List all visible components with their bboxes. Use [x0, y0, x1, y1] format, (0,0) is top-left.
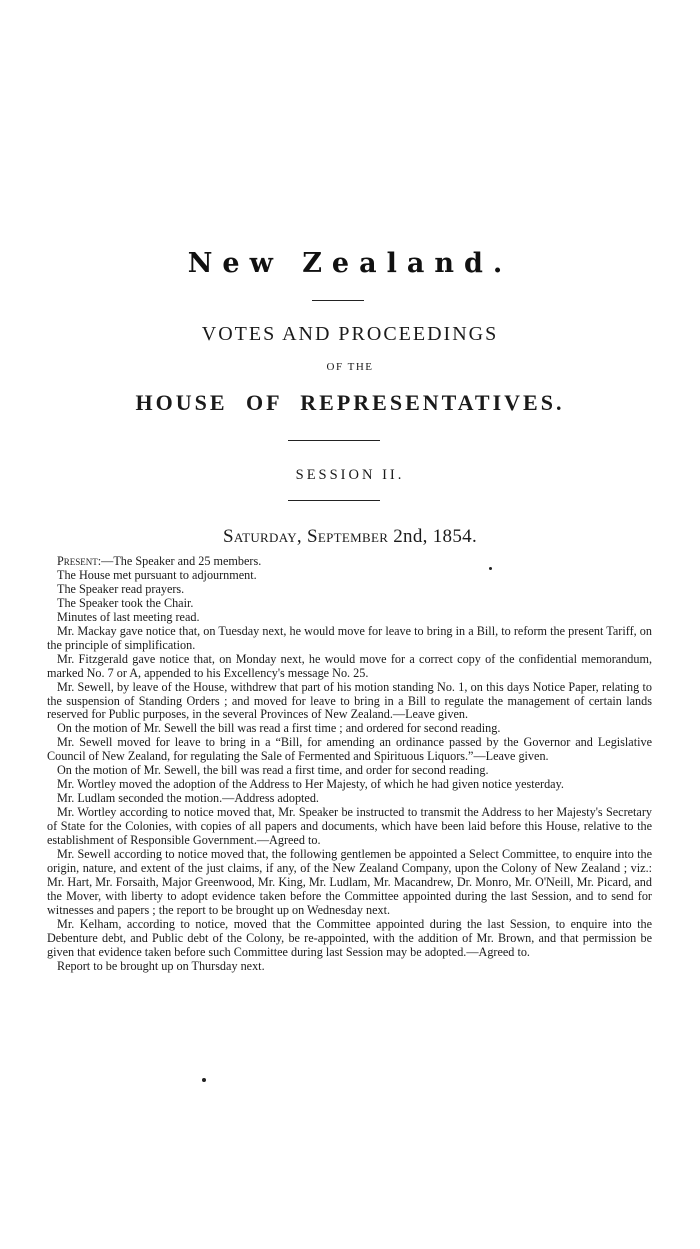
paragraph: The Speaker read prayers. — [57, 581, 185, 596]
paragraph: Mr. Kelham, according to notice, moved that the Committee appointed during the last Session, to enquire into the Debenture debt, and Public debt of the Colony, be re-appointed, with the addition of Mr. Brown, and that permission be given that evidence taken before such Committee during last Session may be adopted.—Agreed to. — [47, 916, 652, 959]
paragraph: Minutes of last meeting read. — [57, 609, 200, 624]
session-rule — [288, 500, 380, 501]
title-house-of-representatives: HOUSE OF REPRESENTATIVES. — [135, 390, 565, 415]
title-of-the: OF THE — [326, 361, 374, 373]
dateline-year: 1854. — [432, 526, 477, 547]
paragraph: Mr. Sewell moved for leave to bring in a “Bill, for amending an ordinance passed by the Governor and Legislative Council of New Zealand, for regulating the Sale of Fermented and Spirituous Liquors.”—Leave given. — [47, 735, 652, 764]
paragraph: Report to be brought up on Thursday next. — [57, 958, 265, 973]
dateline-month: September — [307, 526, 389, 547]
present-text: :—The Speaker and 25 members. — [97, 554, 262, 568]
paragraph: Mr. Ludlam seconded the motion.—Address adopted. — [57, 791, 319, 806]
session-heading: SESSION II. — [295, 467, 405, 483]
paragraph: Mr. Wortley according to notice moved that, Mr. Speaker be instructed to transmit the Address to her Majesty's Secretary of State for the Colonies, with copies of all papers and documents, which have been laid before this House, relative to the establishment of Responsible Government.—Agreed to. — [47, 805, 652, 848]
title-rule — [288, 440, 380, 441]
present-line — [47, 555, 652, 569]
paragraph: Mr. Mackay gave notice that, on Tuesday next, he would move for leave to bring in a Bill, to reform the present Tariff, on the principle of simplification. — [47, 623, 652, 652]
dateline — [0, 526, 700, 548]
paragraph: On the motion of Mr. Sewell, the bill was read a first time, and order for second reading. — [57, 763, 489, 778]
paragraph: Mr. Fitzgerald gave notice that, on Monday next, he would move for a correct copy of the confidential memorandum, marked No. 7 or A, appended to his Excellency's message No. 25. — [47, 651, 652, 680]
masthead-rule — [312, 300, 364, 301]
print-speck — [202, 1078, 206, 1082]
proceedings-body — [47, 555, 652, 974]
present-label: Present — [57, 554, 98, 568]
print-speck — [489, 567, 492, 570]
paragraph: The House met pursuant to adjournment. — [57, 567, 257, 582]
paragraph: On the motion of Mr. Sewell the bill was read a first time ; and ordered for second reading. — [57, 721, 501, 736]
masthead-title: New Zealand. — [187, 248, 513, 279]
paragraph: Mr. Wortley moved the adoption of the Address to Her Majesty, of which he had given notice yesterday. — [57, 777, 564, 792]
title-votes-and-proceedings: VOTES AND PROCEEDINGS — [201, 323, 499, 345]
paragraph: Mr. Sewell according to notice moved that, the following gentlemen be appointed a Select Committee, to enquire into the origin, nature, and extent of the just claims, if any, of the New Zealand Company, upon the Colony of New Zealand ; viz.: Mr. Hart, Mr. Forsaith, Major Greenwood, Mr. King, Mr. Ludlam, Mr. Macandrew, Dr. Monro, Mr. O'Neill, Mr. Picard, and the Mover, with liberty to adopt evidence taken before the Committee appointed during the last Session, and to send for witnesses and papers ; the report to be brought up on Wednesday next. — [47, 847, 652, 917]
paragraph: The Speaker took the Chair. — [57, 595, 194, 610]
dateline-day: 2nd, — [393, 526, 428, 547]
paragraph: Mr. Sewell, by leave of the House, withdrew that part of his motion standing No. 1, on this days Notice Paper, relating to the suspension of Standing Orders ; and moved for leave to bring in a Bill to regulate the management of certain lands reserved for Public purposes, in the several Provinces of New Zealand.—Leave given. — [47, 679, 652, 722]
dateline-weekday: Saturday, — [223, 526, 302, 547]
